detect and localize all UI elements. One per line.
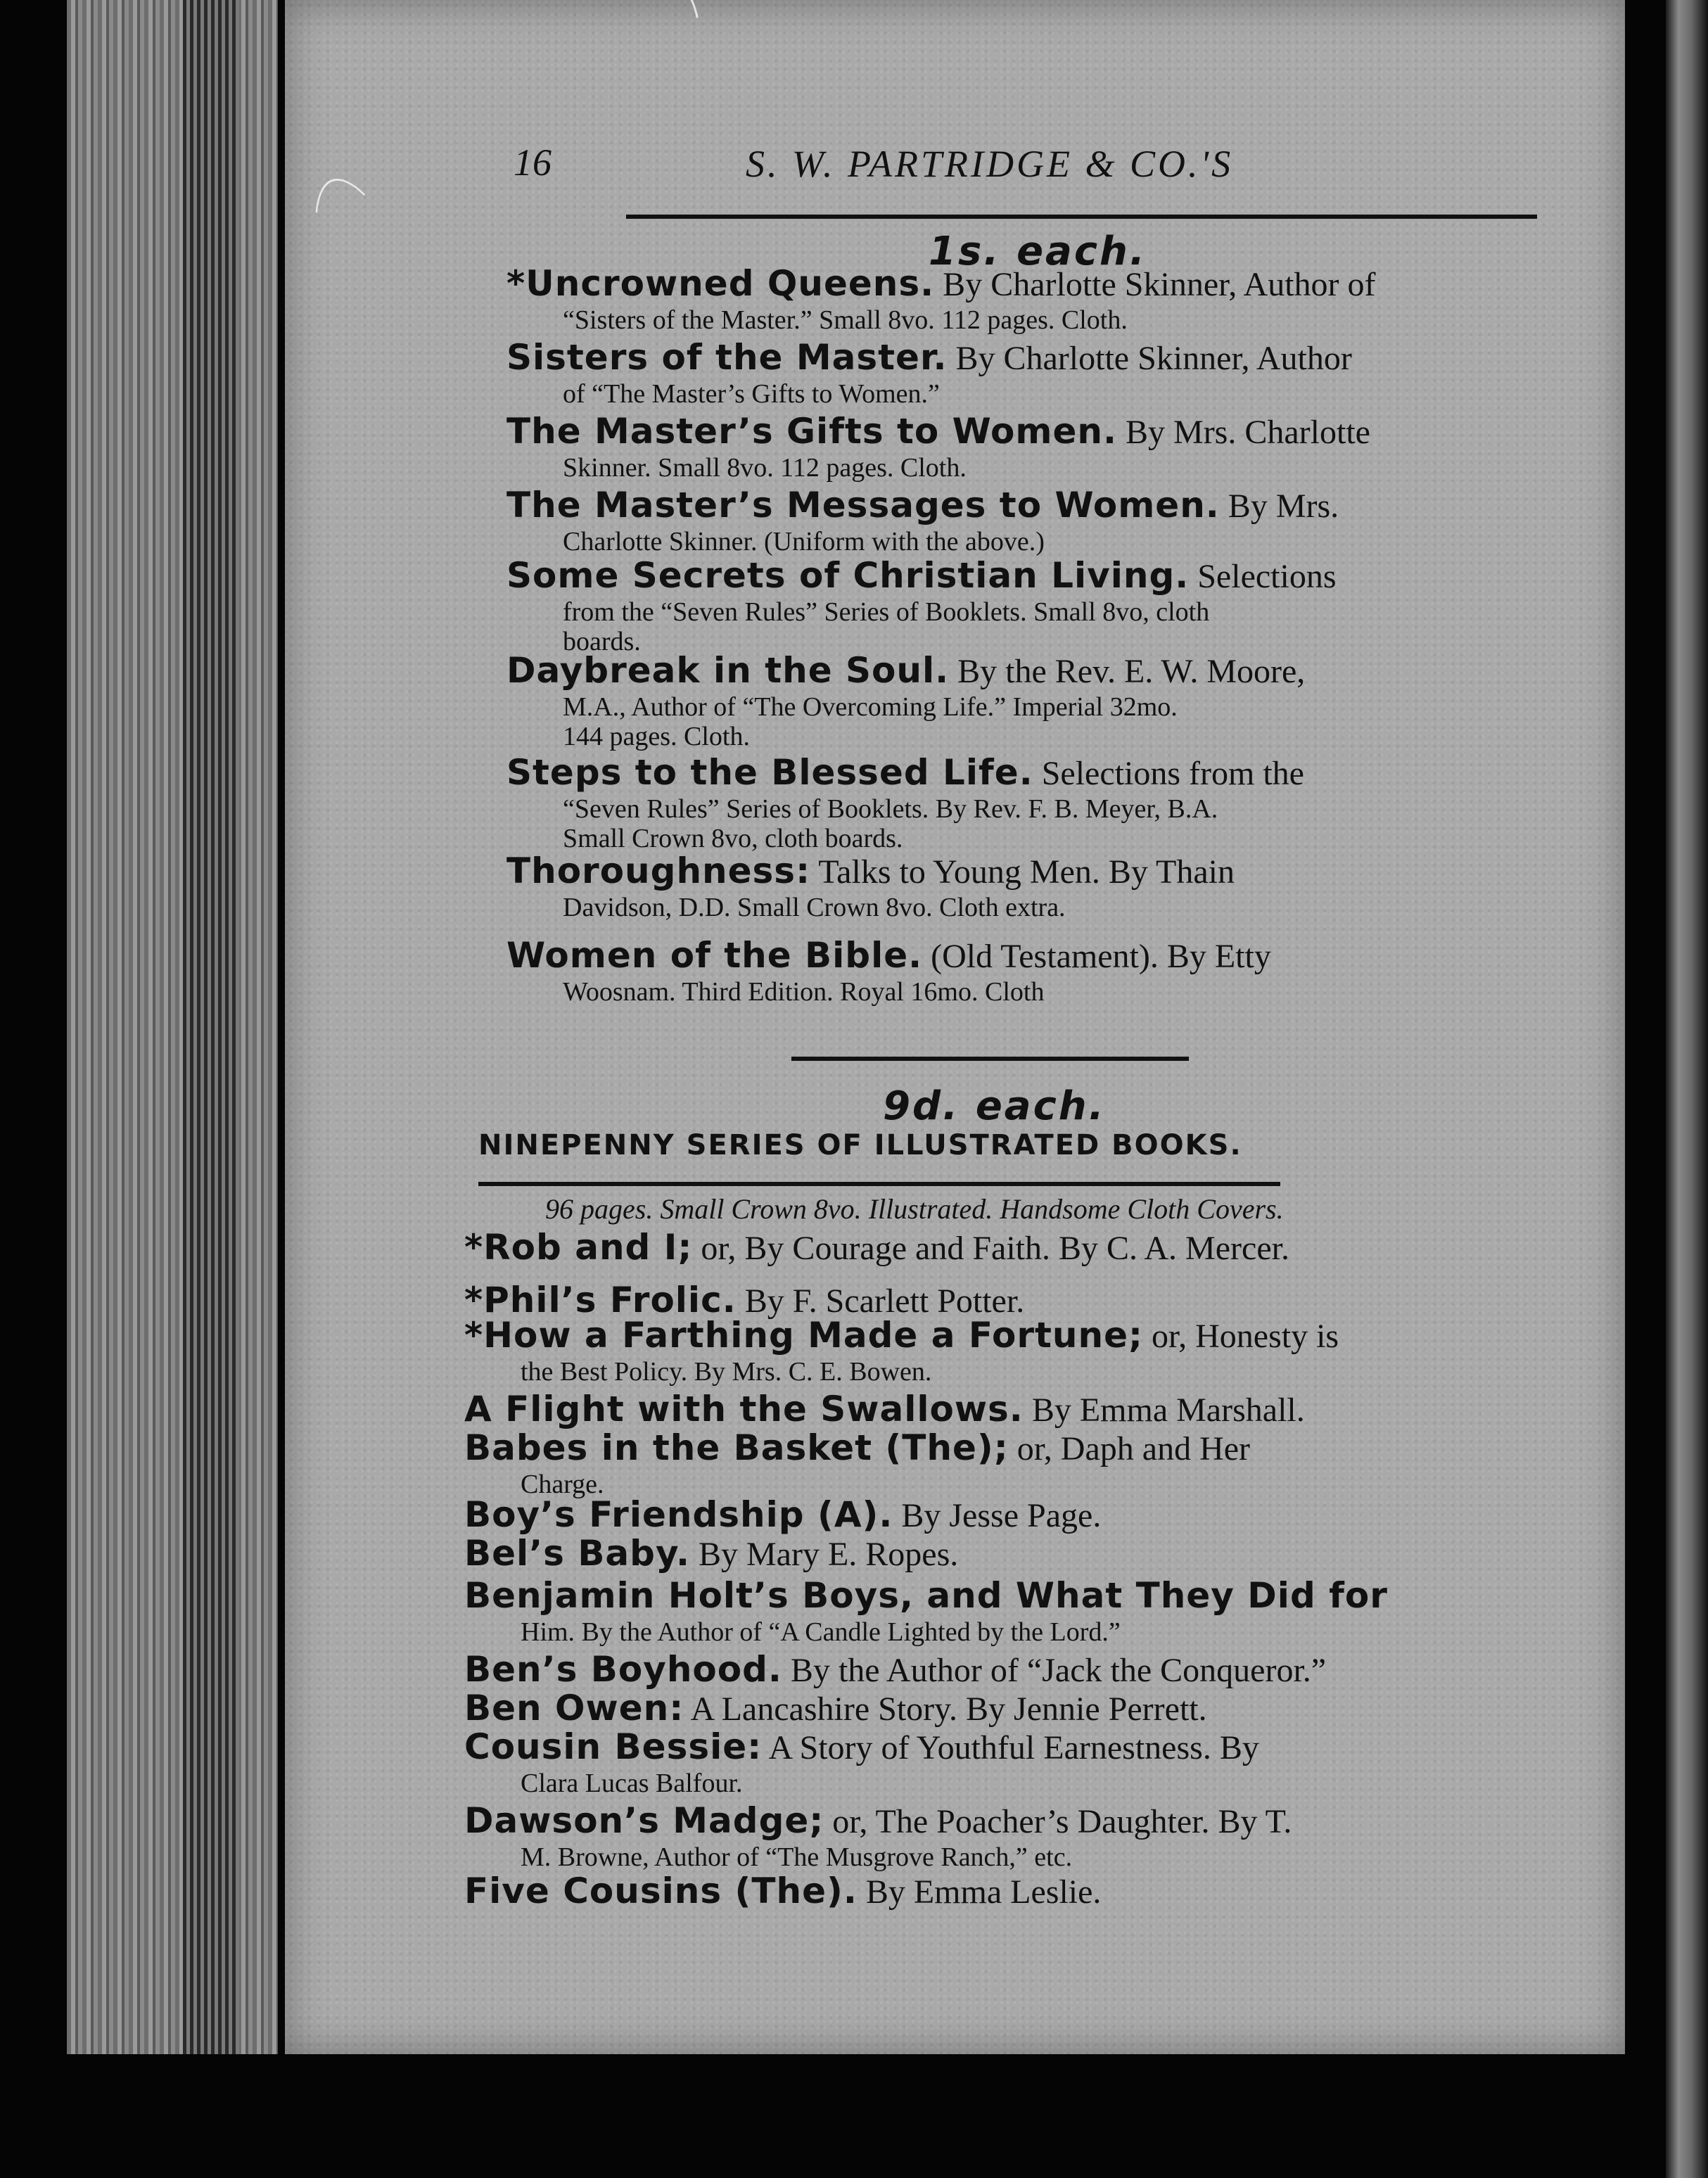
- entry-continuation-line: Clara Lucas Balfour.: [521, 1769, 743, 1798]
- book-title: *Rob and I;: [464, 1227, 693, 1268]
- publisher-heading: S. W. PARTRIDGE & CO.'S: [746, 143, 1234, 185]
- book-details: By Jesse Page.: [893, 1497, 1102, 1534]
- entry-first-line: [506, 556, 1541, 597]
- book-title: Bel’s Baby.: [464, 1533, 690, 1574]
- entry-first-line: [464, 1727, 1498, 1768]
- page-number: 16: [514, 141, 552, 184]
- catalogue-entry: [506, 264, 1541, 336]
- book-title: Babes in the Basket (The);: [464, 1427, 1009, 1468]
- book-title: A Flight with the Swallows.: [464, 1389, 1024, 1429]
- book-details: or, Honesty is: [1143, 1318, 1339, 1355]
- section-price-9d: 9d. each.: [883, 1083, 1106, 1129]
- book-title: *Uncrowned Queens.: [506, 263, 935, 304]
- book-details: By Mrs. Charlotte: [1117, 414, 1370, 451]
- entry-first-line: [464, 1495, 1498, 1536]
- entry-first-line: [464, 1316, 1498, 1356]
- catalogue-entry: [464, 1428, 1498, 1500]
- section-price-1s: 1s. each.: [929, 229, 1147, 274]
- entry-continuation-line: Him. By the Author of “A Candle Lighted by the Lord.”: [521, 1617, 1121, 1647]
- book-details: Talks to Young Men. By Thain: [810, 853, 1235, 891]
- entry-continuation-line: of “The Master’s Gifts to Women.”: [563, 379, 940, 409]
- book-details: (Old Testament). By Etty: [922, 938, 1271, 975]
- catalogue-entry: [506, 651, 1541, 751]
- catalogue-entry: [464, 1688, 1498, 1729]
- entry-first-line: [506, 485, 1541, 526]
- entry-first-line: [464, 1650, 1498, 1690]
- entry-continuation-line: boards.: [563, 627, 641, 656]
- book-title: Thoroughness:: [506, 851, 811, 891]
- catalogue-entry: [464, 1801, 1498, 1873]
- entry-continuation-line: Charge.: [521, 1470, 604, 1499]
- book-details: A Lancashire Story. By Jennie Perrett.: [684, 1690, 1207, 1728]
- entry-continuation-line: Davidson, D.D. Small Crown 8vo. Cloth extra.: [563, 893, 1066, 922]
- book-details: By Emma Leslie.: [857, 1873, 1102, 1911]
- book-title: Daybreak in the Soul.: [506, 650, 950, 691]
- book-details: or, The Poacher’s Daughter. By T.: [824, 1803, 1292, 1840]
- book-title: Cousin Bessie:: [464, 1726, 763, 1767]
- header-rule: [626, 215, 1537, 219]
- entry-continuation-line: Skinner. Small 8vo. 112 pages. Cloth.: [563, 453, 967, 483]
- entry-first-line: [464, 1576, 1498, 1617]
- running-head: [514, 134, 1541, 197]
- entry-first-line: [506, 651, 1541, 692]
- catalogue-entry: [464, 1871, 1498, 1912]
- book-details: By F. Scarlett Potter.: [736, 1282, 1025, 1320]
- book-page-edges: [67, 0, 278, 2054]
- entry-continuation-line: from the “Seven Rules” Series of Booklets. Small 8vo, cloth: [563, 597, 1210, 627]
- catalogue-entry: [506, 485, 1541, 557]
- entry-first-line: [464, 1228, 1498, 1268]
- book-title: *How a Farthing Made a Fortune;: [464, 1315, 1144, 1356]
- section-divider-rule: [791, 1057, 1189, 1061]
- book-details: By Mrs.: [1219, 488, 1339, 525]
- catalogue-entry: [464, 1495, 1498, 1536]
- entry-continuation-line: “Seven Rules” Series of Booklets. By Rev. F. B. Meyer, B.A.: [563, 794, 1218, 824]
- series-heading-rule: [478, 1182, 1280, 1186]
- entry-continuation-line: Charlotte Skinner. (Uniform with the above.): [563, 527, 1045, 556]
- book-page-edges-shadow: [183, 0, 239, 2054]
- catalogue-entry: [464, 1228, 1498, 1268]
- entry-continuation-line: the Best Policy. By Mrs. C. E. Bowen.: [521, 1357, 932, 1387]
- series-note: 96 pages. Small Crown 8vo. Illustrated. Handsome Cloth Covers.: [545, 1193, 1284, 1225]
- catalogue-entry: [464, 1389, 1498, 1430]
- paper-crack-mark: [283, 162, 502, 531]
- book-title: The Master’s Gifts to Women.: [506, 411, 1117, 452]
- book-title: *Phil’s Frolic.: [464, 1280, 737, 1320]
- book-details: or, Daph and Her: [1008, 1430, 1251, 1467]
- book-details: By the Author of “Jack the Conqueror.”: [782, 1652, 1327, 1689]
- book-details: A Story of Youthful Earnestness. By: [762, 1729, 1259, 1766]
- entry-first-line: [506, 338, 1541, 378]
- entry-continuation-line: Woosnam. Third Edition. Royal 16mo. Cloth: [563, 977, 1045, 1007]
- book-details: By Charlotte Skinner, Author: [947, 340, 1352, 377]
- catalogue-entry: [506, 338, 1541, 409]
- book-title: Boy’s Friendship (A).: [464, 1494, 893, 1535]
- book-title: Ben Owen:: [464, 1688, 684, 1728]
- catalogue-entry: [464, 1576, 1498, 1648]
- entry-continuation-line: M.A., Author of “The Overcoming Life.” Imperial 32mo.: [563, 692, 1178, 722]
- entry-continuation-line: Small Crown 8vo, cloth boards.: [563, 824, 903, 853]
- catalogue-entry: [464, 1534, 1498, 1574]
- entry-first-line: [464, 1428, 1498, 1469]
- catalogue-entry: [464, 1650, 1498, 1690]
- entry-first-line: [464, 1389, 1498, 1430]
- entry-continuation-line: 144 pages. Cloth.: [563, 722, 750, 751]
- entry-first-line: [506, 753, 1541, 794]
- entry-first-line: [464, 1534, 1498, 1574]
- book-title: Benjamin Holt’s Boys, and What They Did for: [464, 1575, 1388, 1616]
- paper-crack-mark: [484, 0, 737, 237]
- entry-first-line: [506, 412, 1541, 452]
- book-details: or, By Courage and Faith. By C. A. Mercer.: [692, 1230, 1289, 1267]
- book-title: Sisters of the Master.: [506, 337, 948, 378]
- book-details: By Emma Marshall.: [1023, 1392, 1305, 1429]
- book-details: By the Rev. E. W. Moore,: [949, 653, 1306, 690]
- catalogue-entry: [464, 1316, 1498, 1387]
- catalogue-entry: [506, 556, 1541, 656]
- catalogue-entry: [464, 1727, 1498, 1799]
- book-title: Dawson’s Madge;: [464, 1800, 824, 1841]
- entry-first-line: [506, 936, 1541, 976]
- entry-first-line: [464, 1801, 1498, 1842]
- catalogue-entry: [506, 412, 1541, 483]
- entry-first-line: [506, 851, 1541, 892]
- catalogue-entry: [506, 936, 1541, 1007]
- catalogue-entry: [506, 753, 1541, 853]
- entry-first-line: [464, 1871, 1498, 1912]
- facing-page-edge: [1666, 0, 1708, 2178]
- book-title: The Master’s Messages to Women.: [506, 485, 1220, 526]
- book-title: Some Secrets of Christian Living.: [506, 555, 1190, 596]
- book-details: Selections from the: [1033, 755, 1304, 792]
- entry-continuation-line: “Sisters of the Master.” Small 8vo. 112 pages. Cloth.: [563, 305, 1128, 335]
- entry-first-line: [506, 264, 1541, 305]
- book-details: By Charlotte Skinner, Author of: [934, 266, 1376, 303]
- catalogue-entry: [506, 851, 1541, 923]
- book-title: Steps to the Blessed Life.: [506, 752, 1033, 793]
- book-details: Selections: [1189, 558, 1337, 595]
- book-title: Women of the Bible.: [506, 935, 923, 976]
- entry-first-line: [464, 1688, 1498, 1729]
- entry-continuation-line: M. Browne, Author of “The Musgrove Ranch,” etc.: [521, 1842, 1073, 1872]
- book-details: By Mary E. Ropes.: [689, 1536, 959, 1573]
- series-heading: NINEPENNY SERIES OF ILLUSTRATED BOOKS.: [478, 1129, 1242, 1161]
- book-title: Five Cousins (The).: [464, 1871, 858, 1911]
- book-title: Ben’s Boyhood.: [464, 1649, 782, 1690]
